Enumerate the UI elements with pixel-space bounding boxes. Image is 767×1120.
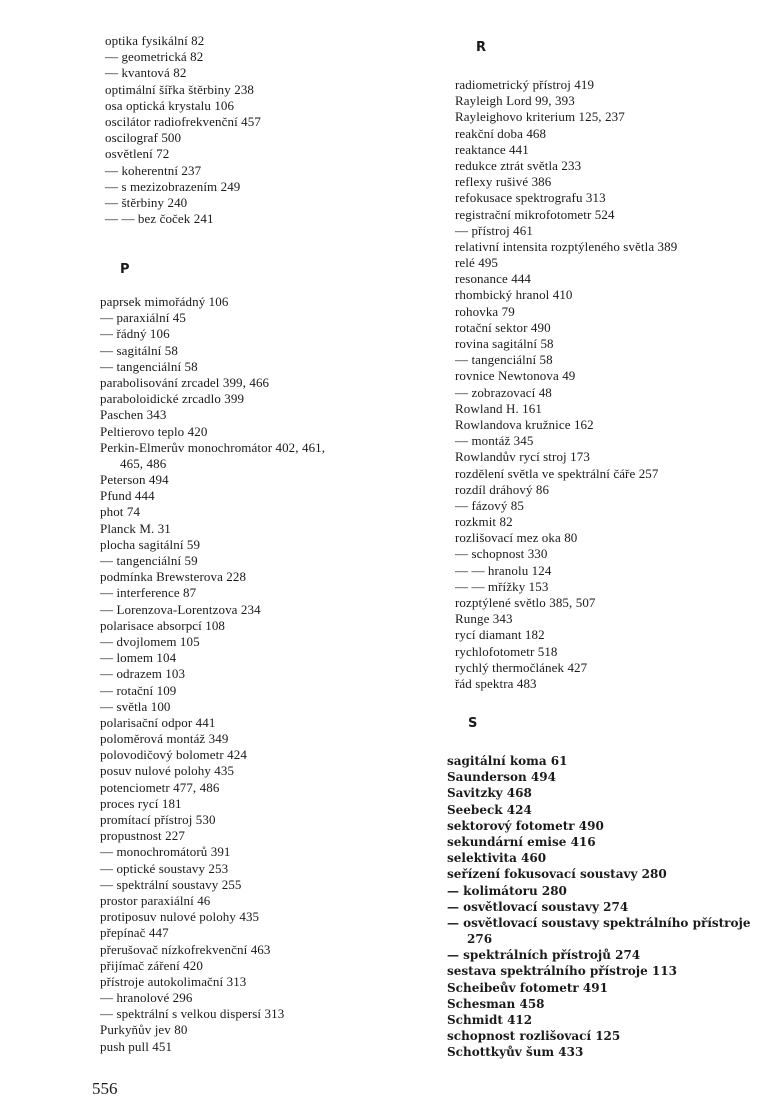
index-entry: rhombický hranol 410 [455,287,573,303]
index-entry: — řádný 106 [100,326,170,342]
index-entry: — kvantová 82 [105,65,187,81]
index-entry: přerušovač nízkofrekvenční 463 [100,941,271,957]
index-entry: — spektrální soustavy 255 [100,876,242,892]
index-entry: protiposuv nulové polohy 435 [100,909,260,925]
index-entry: — štěrbiny 240 [105,194,188,210]
left-entries-o [105,33,261,227]
index-entry: — — bez čoček 241 [105,211,214,227]
index-entry: řád spektra 483 [455,675,537,691]
index-entry: — monochromátorů 391 [100,844,231,860]
index-entry: — interference 87 [100,585,197,601]
index-entry: — tangenciální 58 [100,358,198,374]
index-entry: 465, 486 [120,455,167,471]
index-entry: sagitální koma 61 [447,754,568,768]
index-entry: sektorový fotometr 490 [447,818,604,833]
index-entry: redukce ztrát světla 233 [455,157,582,173]
index-entry: Purkyňův jev 80 [100,1022,188,1038]
index-entry: promítací přístroj 530 [100,812,216,827]
index-entry: — spektrálních přístrojů 274 [447,948,641,963]
index-entry: reakční doba 468 [455,125,547,141]
index-entry: — fázový 85 [455,497,524,513]
index-entry: oscilograf 500 [105,130,182,146]
index-entry: — sagitální 58 [100,342,178,358]
index-entry: Rayleighovo kriterium 125, 237 [455,109,625,125]
index-entry: rozptýlené světlo 385, 507 [455,595,596,610]
letter-heading-s: S [468,716,478,731]
index-entry: — schopnost 330 [455,546,548,562]
index-entry: radiometrický přístroj 419 [455,77,595,92]
index-entry: — Lorenzova-Lorentzova 234 [100,601,261,617]
index-entry: — odrazem 103 [100,666,186,682]
index-entry: — koherentní 237 [105,162,202,178]
letter-heading-p: P [120,262,130,277]
index-entry: poloměrová montáž 349 [100,731,229,747]
index-entry: schopnost rozlišovací 125 [447,1029,621,1044]
index-entry: Paschen 343 [100,407,167,423]
index-entry: prostor paraxiální 46 [100,892,211,908]
index-entry: parabolisování zrcadel 399, 466 [100,374,270,390]
index-entry: sestava spektrálního přístroje 113 [447,964,677,979]
index-entry: polarisační odpor 441 [100,714,216,730]
index-entry: — tangenciální 58 [455,352,553,368]
index-entry: přijímač záření 420 [100,957,203,973]
index-entry: podmínka Brewsterova 228 [100,569,247,585]
index-entry: Rowlandova kružnice 162 [455,416,594,432]
index-entry: Schesman 458 [447,996,545,1011]
index-entry: paprsek mimořádný 106 [100,294,229,309]
index-entry: Peterson 494 [100,472,169,488]
index-entry: — světla 100 [100,698,171,714]
index-entry: Schmidt 412 [447,1013,533,1027]
index-entry: Rowlandův rycí stroj 173 [455,449,590,465]
right-entries-r [455,77,677,692]
index-entry: přepínač 447 [100,925,169,941]
index-entry: refokusace spektrografu 313 [455,190,606,206]
index-entry: Seebeck 424 [447,802,532,817]
index-entry: Rowland H. 161 [455,400,542,416]
index-entry: sekundární emise 416 [447,834,596,849]
index-entry: registrační mikrofotometr 524 [455,206,615,222]
index-entry: rychlý thermočlánek 427 [455,659,588,675]
index-entry: 276 [467,932,493,947]
index-entry: osa optická krystalu 106 [105,97,235,113]
index-entry: Savitzky 468 [447,786,532,801]
index-entry: phot 74 [100,504,141,520]
index-entry: proces rycí 181 [100,795,182,811]
index-entry: reaktance 441 [455,141,529,157]
index-entry: — — hranolu 124 [455,562,552,578]
index-entry: optika fysikální 82 [105,33,205,48]
index-entry: Saunderson 494 [447,770,556,785]
page-number: 556 [92,1079,118,1098]
index-entry: — lomem 104 [100,650,177,666]
index-entry: rozdíl dráhový 86 [455,481,550,497]
index-entry: — zobrazovací 48 [455,384,552,400]
index-entry: posuv nulové polohy 435 [100,763,235,779]
index-entry: — geometrická 82 [105,49,204,65]
index-entry: — rotační 109 [100,682,177,698]
index-entry: rychlofotometr 518 [455,643,558,659]
index-entry: rozlišovací mez oka 80 [455,530,578,546]
index-entry: relé 495 [455,255,499,271]
index-entry: paraboloidické zrcadlo 399 [100,391,245,407]
index-entry: rozdělení světla ve spektrální čáře 257 [455,465,659,481]
index-entry: polarisace absorpcí 108 [100,617,226,633]
index-entry: — osvětlovací soustavy spektrálního přístroje [447,915,751,930]
index-entry: Perkin-Elmerův monochromátor 402, 461, [100,439,326,455]
index-entry: rohovka 79 [455,303,515,319]
index-entry: — — mřížky 153 [455,578,549,594]
index-entry: Scheibeův fotometr 491 [447,980,608,995]
index-entry: Runge 343 [455,611,513,627]
index-entry: rovina sagitální 58 [455,336,554,351]
right-entries-s [447,753,750,1061]
index-entry: potenciometr 477, 486 [100,779,220,795]
index-entry: seřízení fokusovací soustavy 280 [447,867,667,882]
index-entry: — dvojlomem 105 [100,633,200,649]
index-entry: propustnost 227 [100,828,185,844]
index-entry: rozkmit 82 [455,514,513,530]
index-entry: Rayleigh Lord 99, 393 [455,93,575,109]
index-entry: selektivita 460 [447,851,547,866]
index-entry: — hranolové 296 [100,990,193,1006]
index-entry: oscilátor radiofrekvenční 457 [105,113,261,129]
index-entry: plocha sagitální 59 [100,536,201,552]
letter-heading-r: R [476,40,487,55]
index-entry: — optické soustavy 253 [100,860,229,876]
index-entry: Peltierovo teplo 420 [100,423,208,439]
index-entry: rovnice Newtonova 49 [455,368,576,384]
index-entry: Schottkyův šum 433 [447,1045,584,1060]
index-entry: — přístroj 461 [455,222,533,238]
index-entry: Planck M. 31 [100,520,171,536]
index-entry: — kolimátoru 280 [447,883,567,898]
index-entry: rycí diamant 182 [455,627,545,643]
index-entry: relativní intensita rozptýleného světla 389 [455,238,678,254]
index-entry: — s mezizobrazením 249 [105,178,241,194]
index-entry: — montáž 345 [455,433,534,449]
index-entry: optimální šířka štěrbiny 238 [105,81,255,97]
index-entry: push pull 451 [100,1038,173,1054]
index-entry: — tangenciální 59 [100,553,198,568]
left-entries-p [100,294,325,1055]
index-entry: přístroje autokolimační 313 [100,973,247,989]
index-entry: rotační sektor 490 [455,319,551,335]
index-entry: — osvětlovací soustavy 274 [447,899,629,914]
index-entry: — paraxiální 45 [100,310,186,326]
index-entry: polovodičový bolometr 424 [100,747,247,763]
index-entry: osvětlení 72 [105,146,170,162]
index-entry: resonance 444 [455,271,532,287]
index-entry: Pfund 444 [100,488,155,504]
index-entry: — spektrální s velkou dispersí 313 [100,1006,285,1022]
index-entry: reflexy rušivé 386 [455,174,552,190]
